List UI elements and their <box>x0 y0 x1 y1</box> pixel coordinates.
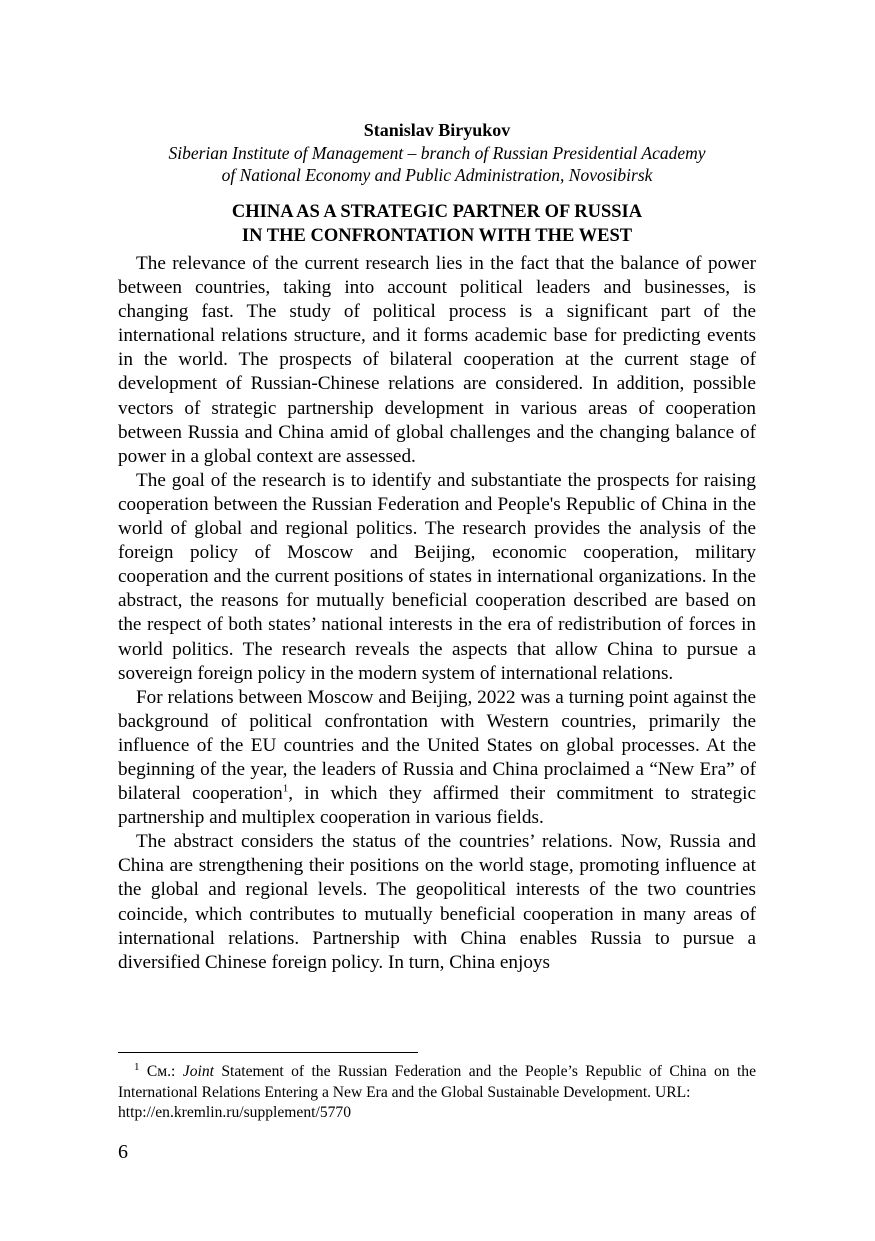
footnote-text: Statement of the Russian Federation and the People’s Republic of China on the International Relations Entering a New Era and the Global Sustainable Development. URL: <box>118 1063 756 1101</box>
page-number: 6 <box>118 1141 128 1163</box>
footnote-reference[interactable]: 1 <box>282 782 289 795</box>
affiliation-line-2: of National Economy and Public Administration, Novosibirsk <box>221 165 653 185</box>
footnote-italic-word: Joint <box>182 1063 214 1080</box>
article <box>118 118 756 975</box>
affiliation-line-1: Siberian Institute of Management – branch of Russian Presidential Academy <box>168 143 706 163</box>
article-title <box>118 200 756 248</box>
paragraph-4: The abstract considers the status of the countries’ relations. Now, Russia and China are strengthening their positions on the world stage, promoting influence at the global and regional levels. The geopolitical interests of the two countries coincide, which contributes to mutually beneficial cooperation in many areas of international relations. Partnership with China enables Russia to pursue a diversified Chinese foreign policy. In turn, China enjoys <box>118 831 756 973</box>
author-name: Stanislav Biryukov <box>363 120 511 140</box>
footnote-divider <box>118 1052 418 1053</box>
article-body <box>118 252 756 975</box>
paragraph-3-text-b: , in which they affirmed their commitment to strategic partnership and multiplex cooperation in various fields. <box>118 783 756 829</box>
title-line-2: IN THE CONFRONTATION WITH THE WEST <box>241 226 633 246</box>
paragraph-1: The relevance of the current research lies in the fact that the balance of power between countries, taking into account political leaders and businesses, is changing fast. The study of political process is a significant part of the international relations structure, and it forms academic base for predicting events in the world. The prospects of bilateral cooperation at the current stage of development of Russian-Chinese relations are considered. In addition, possible vectors of strategic partnership development in various areas of cooperation between Russia and China amid of global challenges and the changing balance of power in a global context are assessed. <box>118 253 756 467</box>
footnote-url-link[interactable]: http://en.kremlin.ru/supplement/5770 <box>118 1104 352 1121</box>
paragraph-2: The goal of the research is to identify and substantiate the prospects for raising cooperation between the Russian Federation and People's Republic of China in the world of global and regional politics. The research provides the analysis of the foreign policy of Moscow and Beijing, economic cooperation, military cooperation and the current positions of states in international organizations. In the abstract, the reasons for mutually beneficial cooperation described are based on the respect of both states’ national interests in the era of redistribution of forces in world politics. The research reveals the aspects that allow China to pursue a sovereign foreign policy in the modern system of international relations. <box>118 469 756 684</box>
footnote <box>118 1062 756 1124</box>
footnote-prefix: См.: <box>146 1063 183 1080</box>
footnote-number: 1 <box>134 1060 140 1073</box>
paragraph-3-text-a: For relations between Moscow and Beijing, 2022 was a turning point against the background of political confrontation with Western countries, primarily the influence of the EU countries and the United States on global processes. At the beginning of the year, the leaders of Russia and China proclaimed a “New Era” of bilateral cooperation <box>118 686 756 805</box>
title-line-1: CHINA AS A STRATEGIC PARTNER OF RUSSIA <box>231 202 643 222</box>
paragraph-3 <box>118 686 756 831</box>
